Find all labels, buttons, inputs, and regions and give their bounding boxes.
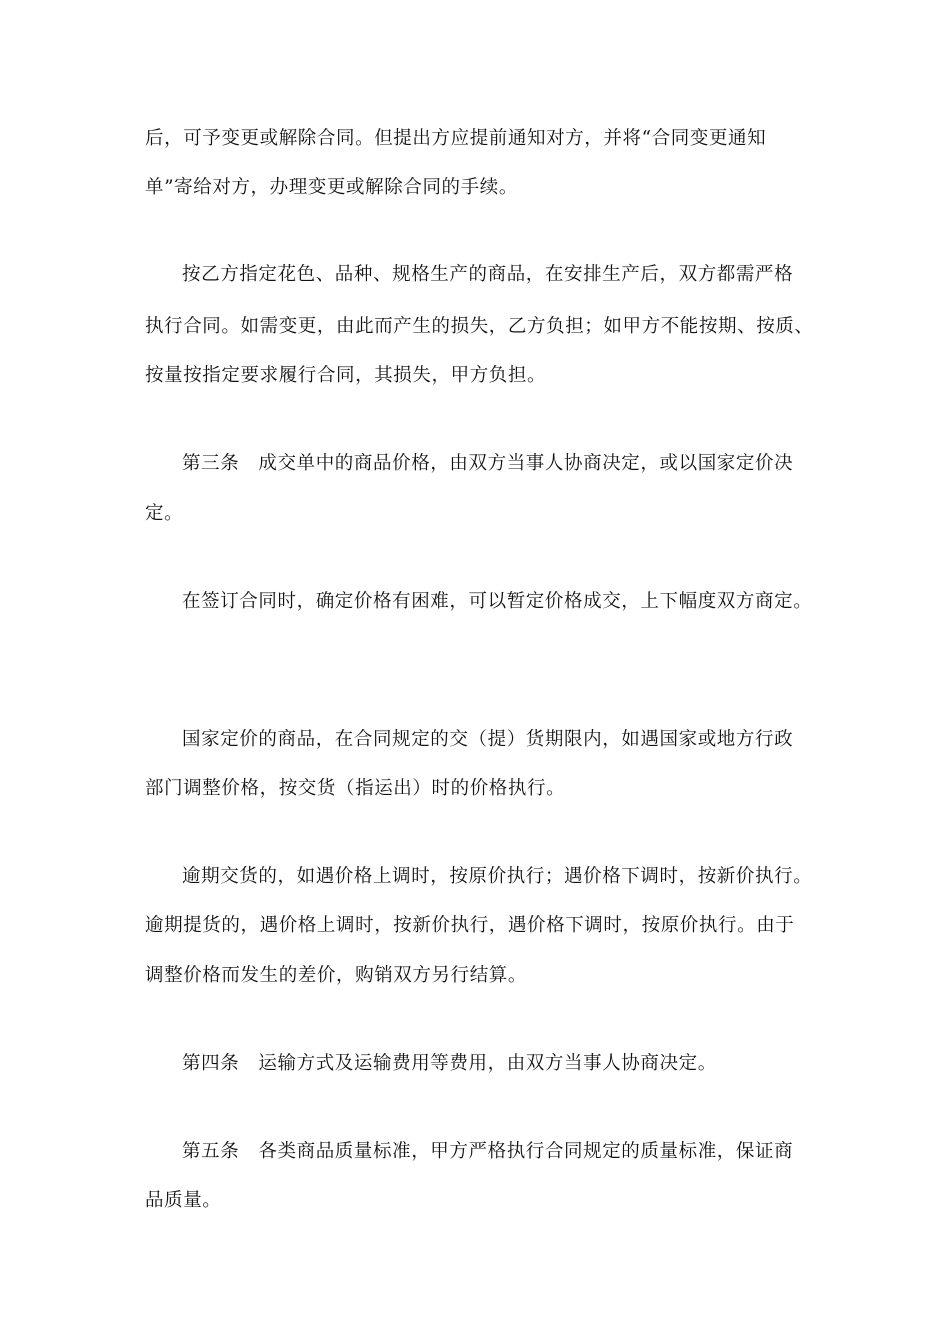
paragraph-line: 逾期交货的，如遇价格上调时，按原价执行；遇价格下调时，按新价执行。 [182,866,813,887]
paragraph-line: 后，可予变更或解除合同。但提出方应提前通知对方，并将“合同变更通知 [145,128,767,149]
paragraph-line: 单”寄给对方，办理变更或解除合同的手续。 [145,177,518,198]
paragraph-line: 品质量。 [145,1190,222,1211]
article-4-heading-line: 第四条 运输方式及运输费用等费用，由双方当事人协商决定。 [182,1053,717,1074]
paragraph-line: 在签订合同时，确定价格有困难，可以暂定价格成交，上下幅度双方商定。 [182,591,813,612]
paragraph-line: 执行合同。如需变更，由此而产生的损失，乙方负担；如甲方不能按期、按质、 [145,316,814,337]
paragraph-line: 按乙方指定花色、品种、规格生产的商品，在安排生产后，双方都需严格 [182,264,794,285]
paragraph-line: 部门调整价格，按交货（指运出）时的价格执行。 [145,778,566,799]
paragraph-line: 定。 [145,503,184,524]
paragraph-line: 调整价格而发生的差价，购销双方另行结算。 [145,965,528,986]
paragraph-line: 国家定价的商品，在合同规定的交（提）货期限内，如遇国家或地方行政 [182,729,794,750]
paragraph-line: 按量按指定要求履行合同，其损失，甲方负担。 [145,365,547,386]
article-3-heading-line: 第三条 成交单中的商品价格，由双方当事人协商决定，或以国家定价决 [182,453,794,474]
article-5-heading-line: 第五条 各类商品质量标准，甲方严格执行合同规定的质量标准，保证商 [182,1141,794,1162]
paragraph-line: 逾期提货的，遇价格上调时，按新价执行，遇价格下调时，按原价执行。由于 [145,915,795,936]
